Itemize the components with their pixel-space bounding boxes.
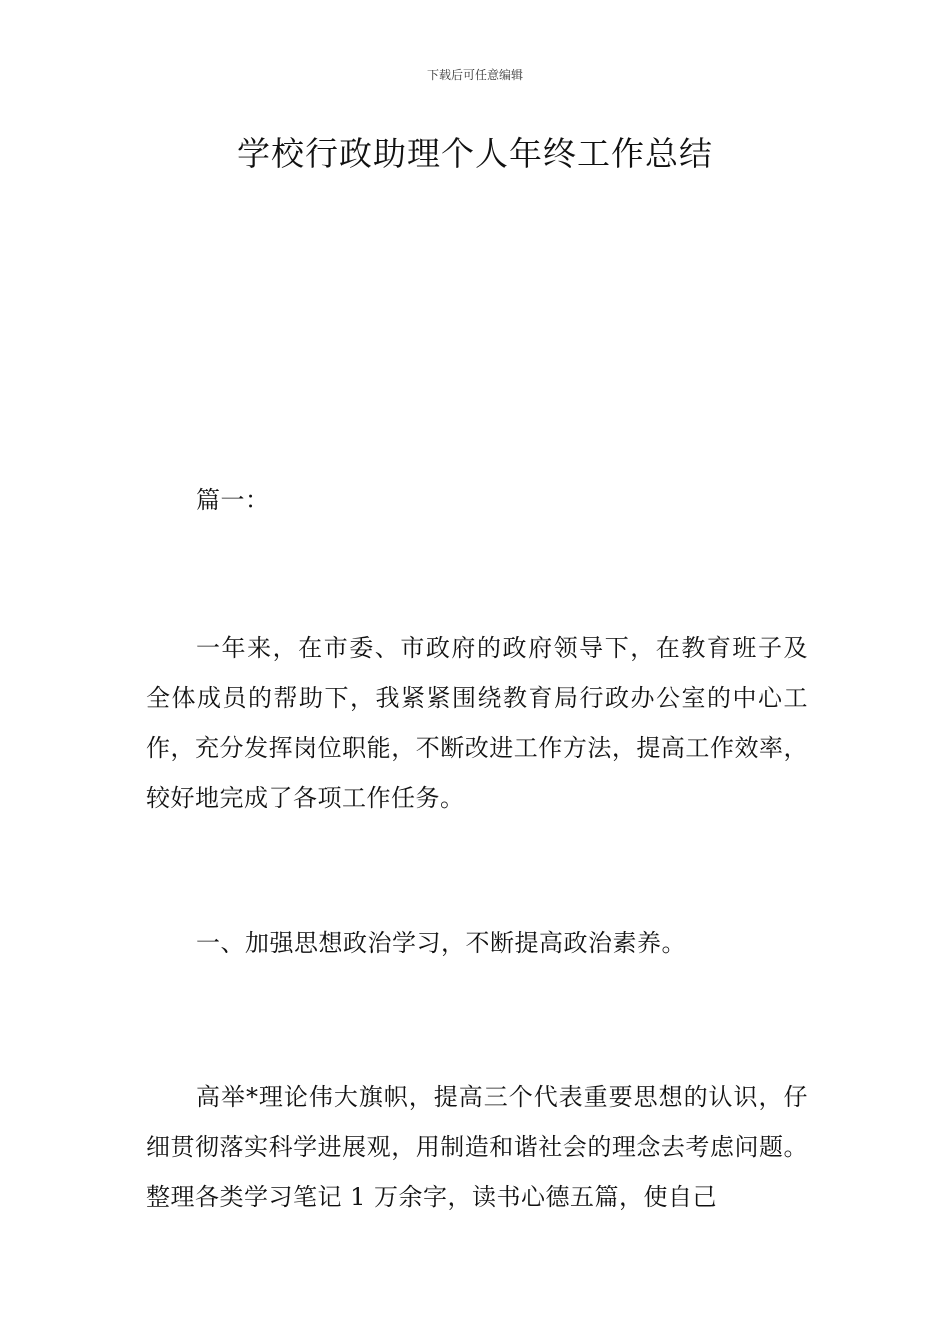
section-heading-1: 一、加强思想政治学习，不断提高政治素养。 — [196, 929, 686, 957]
document-title: 学校行政助理个人年终工作总结 — [237, 134, 713, 173]
header-note: 下载后可任意编辑 — [426, 68, 523, 82]
paragraph-study: 高举*理论伟大旗帜，提高三个代表重要思想的认识，仔细贯彻落实科学进展观，用制造和谐社会的理念去考虑问题。整理各类学习笔记 1 万余字，读书心德五篇，使自己 — [146, 1083, 808, 1211]
paragraph-intro: 一年来，在市委、市政府的政府领导下，在教育班子及全体成员的帮助下，我紧紧围绕教育局行政办公室的中心工作，充分发挥岗位职能，不断改进工作方法，提高工作效率，较好地完成了各项工作任务。 — [146, 634, 808, 812]
section-label: 篇一： — [196, 486, 270, 514]
